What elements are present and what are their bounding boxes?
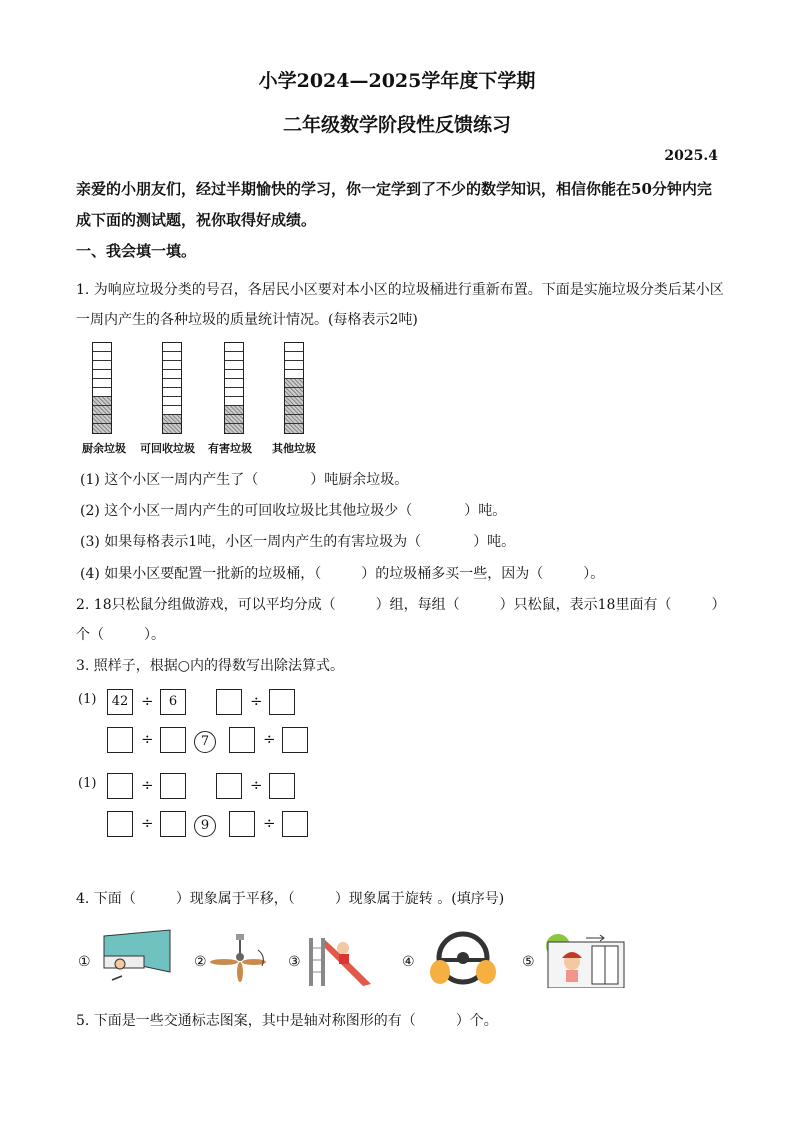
answer-box[interactable] bbox=[216, 773, 242, 799]
answer-box[interactable] bbox=[107, 727, 133, 753]
bar-cell-filled bbox=[285, 406, 303, 415]
bar-column bbox=[162, 342, 182, 434]
bar-cell-filled bbox=[93, 415, 111, 424]
bar-cell bbox=[163, 406, 181, 415]
bar-label: 厨余垃圾 bbox=[82, 442, 126, 455]
bar-cell-filled bbox=[93, 406, 111, 415]
bar-cell bbox=[225, 379, 243, 388]
answer-box[interactable] bbox=[160, 773, 186, 799]
bar-cell bbox=[225, 343, 243, 352]
divide-sign: ÷ bbox=[250, 692, 263, 710]
answer-box[interactable] bbox=[216, 689, 242, 715]
divide-sign: ÷ bbox=[141, 776, 154, 794]
bar-cell bbox=[163, 397, 181, 406]
section-heading: 一、我会填一填。 bbox=[76, 242, 197, 260]
bar-cell bbox=[163, 352, 181, 361]
bar-cell-filled bbox=[225, 406, 243, 415]
question-1-text: 1. 为响应垃圾分类的号召，各居民小区要对本小区的垃圾桶进行重新布置。下面是实施垃圾分类后某小区一周内产生的各种垃圾的质量统计情况。(每格表示2吨) bbox=[76, 282, 724, 328]
sliding-window-picture bbox=[544, 932, 626, 988]
bar-cell-filled bbox=[163, 415, 181, 424]
bar-cell bbox=[163, 343, 181, 352]
bar-cell bbox=[225, 397, 243, 406]
divide-sign: ÷ bbox=[263, 730, 276, 748]
answer-box[interactable] bbox=[160, 727, 186, 753]
bar-cell bbox=[225, 361, 243, 370]
item-number: ④ bbox=[402, 954, 415, 970]
bar-cell bbox=[93, 388, 111, 397]
ceiling-fan-picture bbox=[210, 932, 270, 984]
bar-cell bbox=[163, 388, 181, 397]
q1-sub4: (4) 如果小区要配置一批新的垃圾桶，（ ）的垃圾桶多买一些，因为（ ）。 bbox=[80, 566, 605, 582]
bar-cell bbox=[93, 370, 111, 379]
item-number: ⑤ bbox=[522, 954, 535, 970]
drawer-picture bbox=[100, 928, 172, 988]
bar-cell-filled bbox=[93, 397, 111, 406]
page-subtitle: 二年级数学阶段性反馈练习 bbox=[282, 114, 511, 136]
bar-cell bbox=[225, 370, 243, 379]
result-circle: 9 bbox=[194, 815, 216, 837]
bar-cell bbox=[163, 370, 181, 379]
bar-cell bbox=[285, 361, 303, 370]
bar-cell bbox=[285, 370, 303, 379]
bar-cell bbox=[285, 343, 303, 352]
answer-box[interactable] bbox=[269, 773, 295, 799]
answer-box[interactable] bbox=[269, 689, 295, 715]
page-title: 小学2024—2025学年度下学期 bbox=[258, 70, 536, 92]
garbage-bar-chart bbox=[82, 342, 332, 460]
bar-column bbox=[92, 342, 112, 434]
divide-sign: ÷ bbox=[141, 692, 154, 710]
bar-cell-filled bbox=[163, 424, 181, 433]
divide-sign: ÷ bbox=[141, 730, 154, 748]
divide-sign: ÷ bbox=[263, 814, 276, 832]
bar-cell-filled bbox=[93, 424, 111, 433]
bar-cell-filled bbox=[285, 415, 303, 424]
question-2-line2: 个（ ）。 bbox=[76, 627, 165, 643]
slide-picture bbox=[305, 928, 375, 988]
bar-column bbox=[284, 342, 304, 434]
question-2-line1: 2. 18只松鼠分组做游戏，可以平均分成（ ）组，每组（ ）只松鼠，表示18里面有（ ） bbox=[76, 597, 726, 613]
bar-label: 可回收垃圾 bbox=[140, 442, 195, 455]
item-number: ② bbox=[194, 954, 207, 970]
question-3-text: 3. 照样子，根据○内的得数写出除法算式。 bbox=[76, 658, 345, 674]
bar-cell-filled bbox=[285, 424, 303, 433]
bar-cell bbox=[93, 352, 111, 361]
bar-cell bbox=[285, 352, 303, 361]
bar-column bbox=[224, 342, 244, 434]
q1-sub1: (1) 这个小区一周内产生了（ ）吨厨余垃圾。 bbox=[80, 472, 409, 488]
bar-cell-filled bbox=[285, 388, 303, 397]
q3-label-2: (1) bbox=[78, 776, 97, 791]
question-4-text: 4. 下面（ ）现象属于平移，（ ）现象属于旋转 。(填序号) bbox=[76, 891, 505, 907]
answer-box[interactable] bbox=[282, 811, 308, 837]
bar-cell bbox=[163, 361, 181, 370]
steering-wheel-picture bbox=[428, 930, 498, 988]
bar-label: 有害垃圾 bbox=[208, 442, 252, 455]
date: 2025.4 bbox=[664, 148, 718, 164]
q3-label-1: (1) bbox=[78, 692, 97, 707]
bar-cell-filled bbox=[225, 415, 243, 424]
question-5-text: 5. 下面是一些交通标志图案，其中是轴对称图形的有（ ）个。 bbox=[76, 1013, 498, 1029]
item-number: ① bbox=[78, 954, 91, 970]
bar-cell bbox=[163, 379, 181, 388]
bar-cell bbox=[225, 352, 243, 361]
answer-box[interactable] bbox=[229, 727, 255, 753]
intro-text: 亲爱的小朋友们，经过半期愉快的学习，你一定学到了不少的数学知识，相信你能在50分钟内完成下面的测试题，祝你取得好成绩。 bbox=[76, 180, 712, 229]
divide-sign: ÷ bbox=[141, 814, 154, 832]
answer-box[interactable] bbox=[107, 773, 133, 799]
example-divisor: 6 bbox=[160, 689, 186, 715]
result-circle: 7 bbox=[194, 731, 216, 753]
answer-box[interactable] bbox=[282, 727, 308, 753]
answer-box[interactable] bbox=[107, 811, 133, 837]
bar-cell bbox=[225, 388, 243, 397]
bar-cell-filled bbox=[285, 379, 303, 388]
q1-sub2: (2) 这个小区一周内产生的可回收垃圾比其他垃圾少（ ）吨。 bbox=[80, 503, 507, 519]
q1-sub3: (3) 如果每格表示1吨，小区一周内产生的有害垃圾为（ ）吨。 bbox=[80, 534, 516, 550]
answer-box[interactable] bbox=[160, 811, 186, 837]
bar-cell bbox=[93, 379, 111, 388]
bar-cell-filled bbox=[225, 424, 243, 433]
bar-cell bbox=[93, 343, 111, 352]
bar-cell bbox=[93, 361, 111, 370]
bar-label: 其他垃圾 bbox=[272, 442, 316, 455]
answer-box[interactable] bbox=[229, 811, 255, 837]
divide-sign: ÷ bbox=[250, 776, 263, 794]
example-dividend: 42 bbox=[107, 689, 133, 715]
item-number: ③ bbox=[288, 954, 301, 970]
bar-cell-filled bbox=[285, 397, 303, 406]
